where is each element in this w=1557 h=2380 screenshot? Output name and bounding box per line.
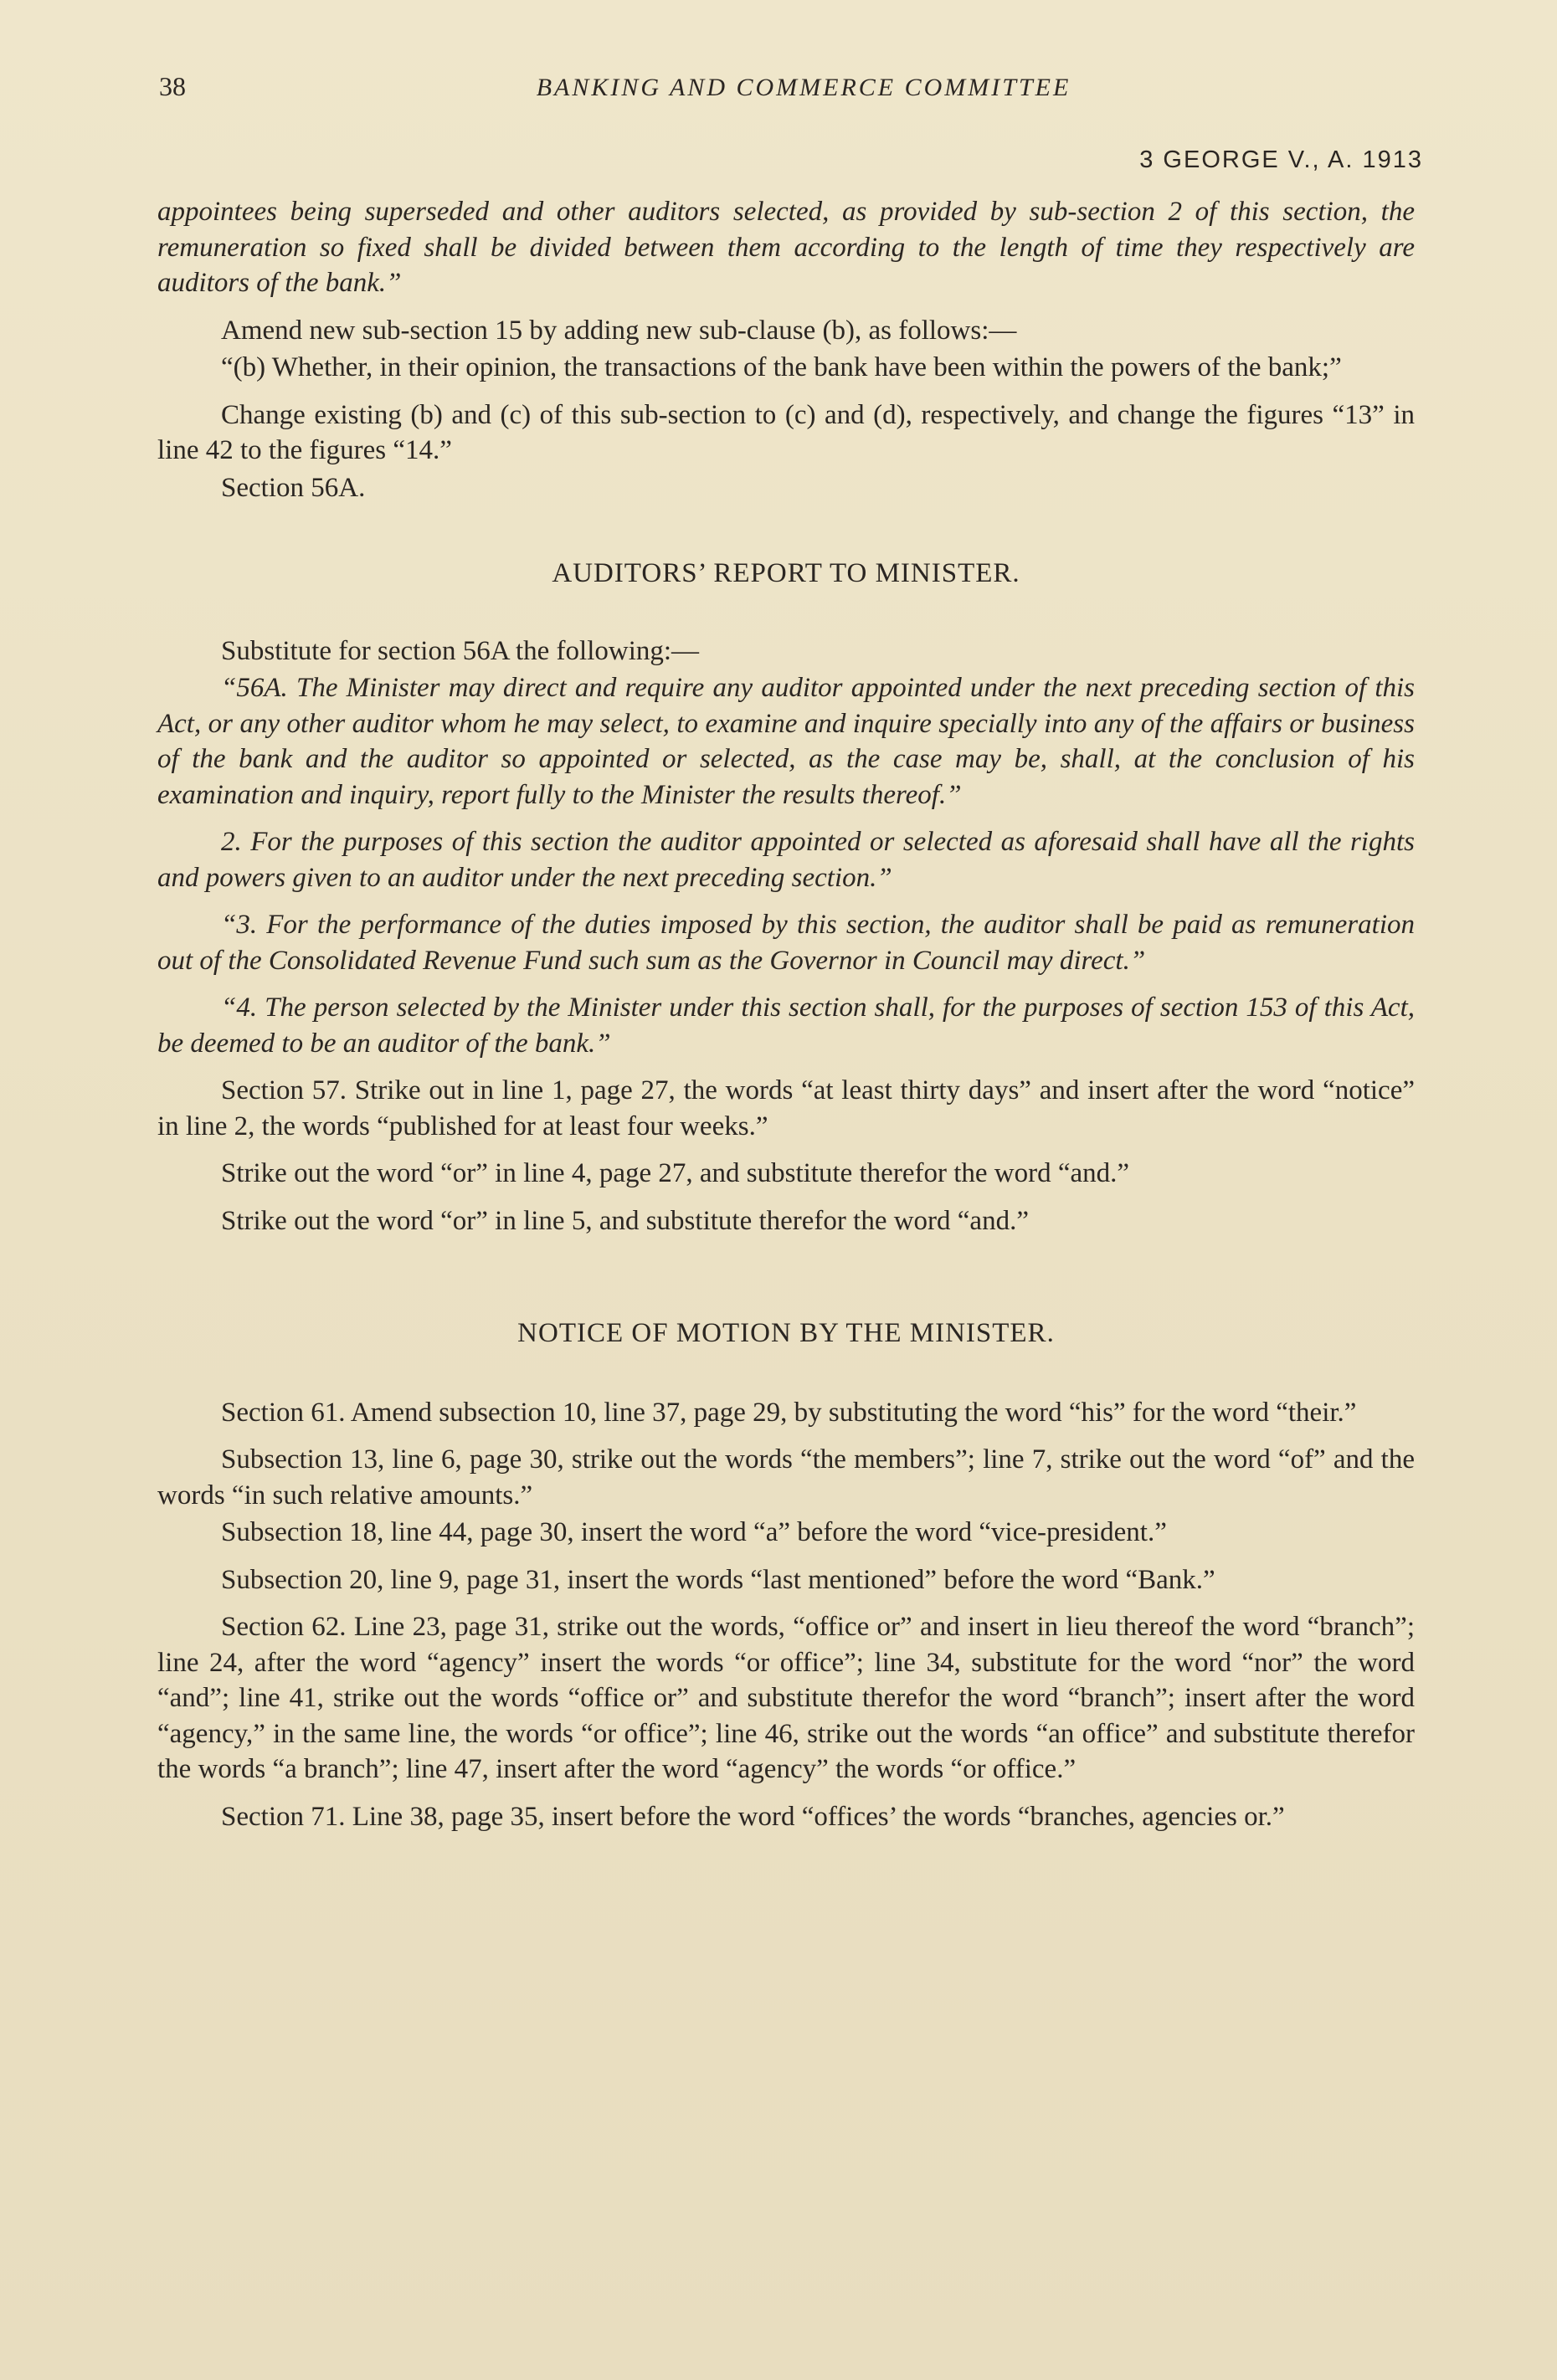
paragraph-strike-or-line-4: Strike out the word “or” in line 4, page 27, and substitute therefor the word “and.” xyxy=(221,1158,1130,1188)
heading-notice-of-motion: NOTICE OF MOTION BY THE MINISTER. xyxy=(517,1318,1055,1348)
paragraph-56a-4: “4. The person selected by the Minister under this section shall, for the purposes of section 153 of this Act, be deemed to be an auditor of the bank.” xyxy=(157,993,1415,1059)
paragraph-section-57: Section 57. Strike out in line 1, page 27, the words “at least thirty days” and insert after the word “notice” in line 2, the words “published for at least four weeks.” xyxy=(157,1075,1415,1141)
paragraph-subsection-13: Subsection 13, line 6, page 30, strike out the words “the members”; line 7, strike out the word “of” and the words “in such relative amounts.” xyxy=(157,1444,1415,1511)
paragraph-subsection-18: Subsection 18, line 44, page 30, insert the word “a” before the word “vice-president.” xyxy=(221,1517,1167,1547)
paragraph-substitute: Substitute for section 56A the following:— xyxy=(221,635,700,666)
paragraph-change-existing: Change existing (b) and (c) of this sub-section to (c) and (d), respectively, and change the figures “13” in line 42 to the figures “14.” xyxy=(157,399,1415,465)
paragraph-section-62: Section 62. Line 23, page 31, strike out the words, “office or” and insert in lieu thereof the word “branch”; line 24, after the word “agency” insert the words “or office”; line 34, substitute for the word “nor” the word “and”; line 41, strike out the words “office or” and substitute therefor the word “branch”; insert after the word “agency,” in the same line, the words “or office”; line 46, strike out the words “an office” and substitute therefor the words “a branch”; line 47, insert after the word “agency” the words “or office.” xyxy=(157,1612,1415,1784)
paragraph-56a-2: 2. For the purposes of this section the auditor appointed or selected as aforesaid shall have all the rights and powers given to an auditor under the next preceding section.” xyxy=(157,827,1415,893)
page-number: 38 xyxy=(159,71,186,101)
heading-auditors-report: AUDITORS’ REPORT TO MINISTER. xyxy=(552,558,1020,588)
paragraph-subclause-b: “(b) Whether, in their opinion, the transactions of the bank have been within the powers of the bank;” xyxy=(221,352,1342,382)
paragraph-56a-1: “56A. The Minister may direct and require any auditor appointed under the next preceding section of this Act, or any other auditor whom he may select, to examine and inquire specially into any of the affairs or business of the bank and the auditor so appointed or selected, as the case may be, shall, at the conclusion of his examination and inquiry, report fully to the Minister the results thereof.” xyxy=(157,673,1415,810)
paragraph-section-56a: Section 56A. xyxy=(221,472,366,503)
running-title: BANKING AND COMMERCE COMMITTEE xyxy=(536,74,1071,101)
paragraph-56a-3: “3. For the performance of the duties imposed by this section, the auditor shall be paid as remuneration out of the Consolidated Revenue Fund such sum as the Governor in Council may direct.” xyxy=(157,910,1415,976)
paragraph-amend-15: Amend new sub-section 15 by adding new sub-clause (b), as follows:— xyxy=(221,315,1017,346)
paragraph-intro: appointees being superseded and other auditors selected, as provided by sub-section 2 of this section, the remuneration so fixed shall be divided between them according to the length of time they respectively are auditors of the bank.” xyxy=(157,197,1415,298)
paragraph-subsection-20: Subsection 20, line 9, page 31, insert the words “last mentioned” before the word “Bank.” xyxy=(221,1564,1215,1595)
paragraph-strike-or-line-5: Strike out the word “or” in line 5, and substitute therefor the word “and.” xyxy=(221,1205,1029,1236)
page-header xyxy=(159,71,1415,113)
paragraph-section-71: Section 71. Line 38, page 35, insert before the word “offices’ the words “branches, agencies or.” xyxy=(221,1801,1285,1832)
body-text xyxy=(157,194,1415,1846)
session-reference: 3 GEORGE V., A. 1913 xyxy=(1139,146,1423,173)
paragraph-section-61: Section 61. Amend subsection 10, line 37, page 29, by substituting the word “his” for the word “their.” xyxy=(221,1397,1357,1428)
